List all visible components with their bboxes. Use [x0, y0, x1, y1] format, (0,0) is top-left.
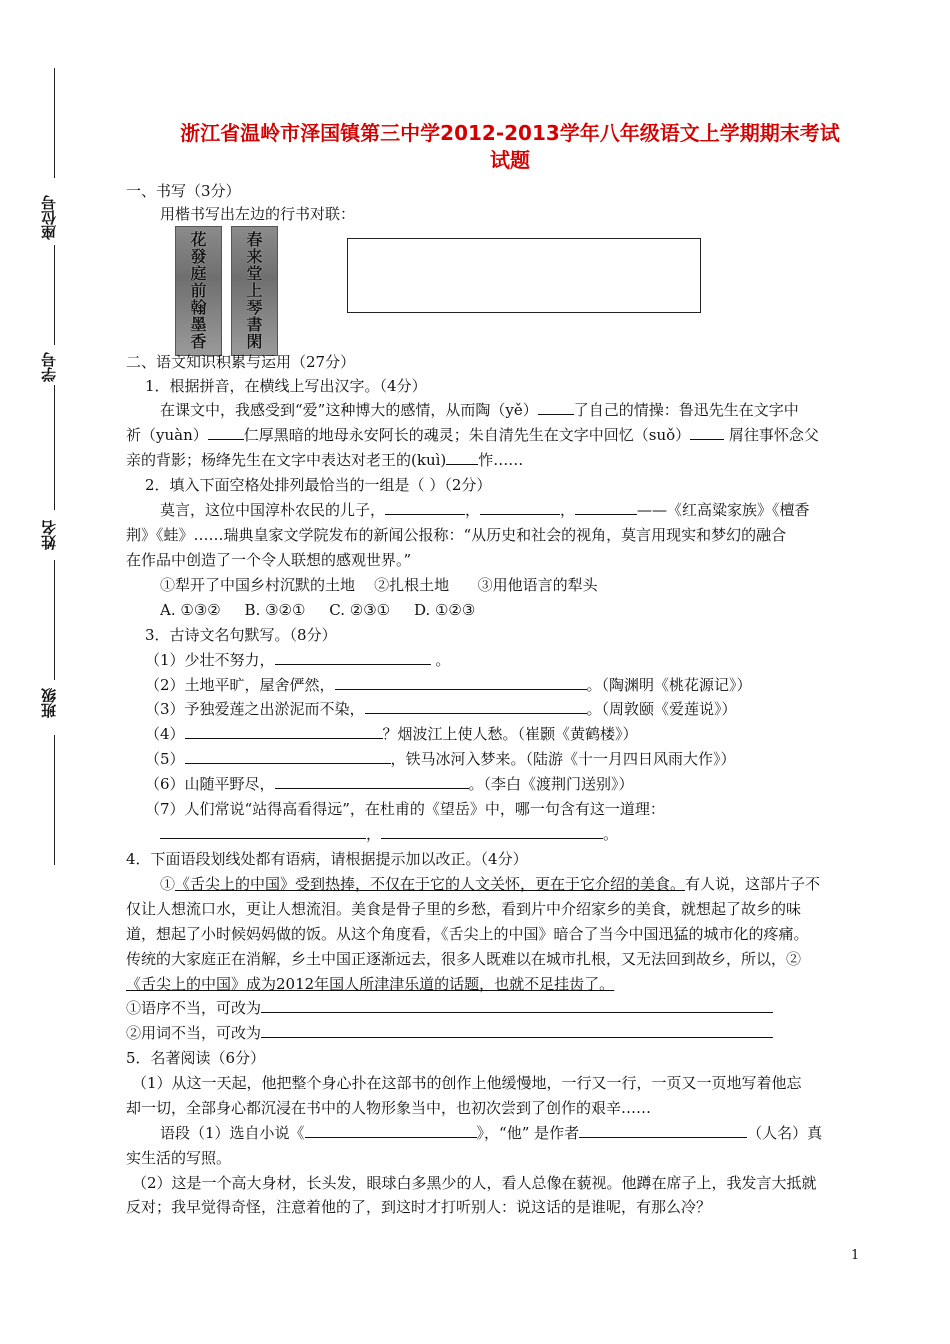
text: 。: [430, 651, 451, 669]
text: （4）: [145, 725, 185, 743]
couplet-char: 琴: [246, 298, 263, 318]
blank-field[interactable]: [275, 774, 469, 789]
q4-para-4: 传统的大家庭正在消解，乡土中国正逐渐远去，很多人既难以在城市扎根，又无法回到故乡，所以，②: [126, 950, 802, 968]
q4-stem: 4．下面语段划线处都有语病，请根据提示加以改正。（4分）: [126, 850, 528, 868]
q2-options: ①犁开了中国乡村沉默的土地 ②扎根土地 ③用他语言的犁头: [160, 576, 598, 594]
text: ，: [366, 825, 382, 843]
section-2-heading: 二、语文知识积累与运用（27分）: [126, 353, 356, 371]
couplet-char: 庭: [190, 263, 207, 283]
q3-item-3: [145, 699, 737, 719]
text: 有人说，这部片子不: [685, 875, 821, 893]
sidebar-line: [54, 560, 55, 680]
q4-para-1: [160, 874, 820, 894]
q5-para-5: （2）这是一个高大身材，长头发，眼球白多黑少的人，看人总像在藐视。他蹲在席子上，我发言大抵就: [132, 1174, 817, 1192]
page-title: [130, 120, 890, 174]
q2-line-2: 荆》《蛙》……瑞典皇家文学院发布的新闻公报称：“从历史和社会的视角，莫言用现实和梦幻的融合: [126, 526, 787, 544]
blank-field[interactable]: [208, 425, 244, 440]
text: （5）: [145, 750, 185, 768]
text: 。: [603, 825, 619, 843]
blank-field[interactable]: [335, 675, 587, 690]
q2-choices: A. ①③② B. ③②① C. ②③① D. ①②③: [160, 601, 476, 619]
couplet-char: 前: [190, 280, 207, 300]
couplet-answer-box[interactable]: [347, 238, 701, 313]
q4-answer-2: [126, 1023, 773, 1043]
couplet-char: 香: [190, 332, 207, 352]
text: ？烟波江上使人愁。（崔颢《黄鹤楼》）: [382, 725, 638, 743]
answer-field[interactable]: [261, 1023, 773, 1038]
title-line-1: 浙江省温岭市泽国镇第三中学2012-2013学年八年级语文上学期期末考试: [180, 121, 840, 145]
q1-line-3: [126, 450, 523, 470]
q1-stem: 1．根据拼音，在横线上写出汉字。（4分）: [145, 377, 427, 395]
text: ②用词不当，可改为: [126, 1024, 262, 1042]
text: ，铁马冰河入梦来。（陆游《十一月四日风雨大作》）: [390, 750, 736, 768]
class-label: 班级: [40, 688, 58, 718]
title-line-2: 试题: [490, 148, 530, 172]
q3-item-5: [145, 749, 736, 769]
text: 屑往事怀念父: [724, 426, 819, 444]
blank-field[interactable]: [690, 425, 724, 440]
couplet-scroll-right: [231, 226, 278, 356]
q5-para-1: （1）从这一天起，他把整个身心扑在这部书的创作上他缓慢地，一行又一行，一页又一页地写着他忘: [132, 1074, 802, 1092]
author-field[interactable]: [579, 1123, 747, 1138]
couplet-char: 花: [190, 229, 207, 249]
text: 语段（1）选自小说《: [160, 1124, 305, 1142]
couplet-char: 春: [246, 229, 263, 249]
seat-number-label: 座位号: [40, 195, 58, 240]
text: ①: [160, 875, 176, 893]
q5-para-3: [160, 1123, 822, 1143]
blank-field[interactable]: [160, 824, 366, 839]
book-title-field[interactable]: [305, 1123, 477, 1138]
text: 怍……: [478, 451, 524, 469]
section-1-instruction: 用楷书写出左边的行书对联：: [160, 205, 356, 223]
text: ①语序不当，可改为: [126, 999, 262, 1017]
q4-answer-1: [126, 998, 773, 1018]
q1-line-1: [160, 400, 799, 420]
couplet-char: 墨: [190, 315, 207, 335]
couplet-scroll-left: [175, 226, 222, 356]
text: （2）土地平旷，屋舍俨然，: [145, 676, 335, 694]
sidebar-line: [54, 245, 55, 345]
q1-line-2: [126, 425, 819, 445]
q3-item-2: [145, 675, 752, 695]
blank-field[interactable]: [446, 450, 478, 465]
student-number-label: 学号: [40, 352, 58, 382]
text: 祈（yuàn）: [126, 426, 208, 444]
underlined-sentence-1: 《舌尖上的中国》受到热捧，不仅在于它的人文关怀，更在于它介绍的美食。: [175, 875, 686, 893]
text: 亲的背影；杨绛先生在文字中表达对老王的(kuì): [126, 451, 447, 469]
q2-line-3: 在作品中创造了一个令人联想的感观世界。”: [126, 551, 412, 569]
blank-field[interactable]: [575, 500, 637, 515]
q3-item-7-answer: [160, 824, 618, 844]
text: 。（李白《渡荆门送别》）: [468, 775, 634, 793]
text: 仁厚黑暗的地母永安阿长的魂灵；朱自清先生在文字中回忆（suǒ）: [243, 426, 691, 444]
text: ——《红高粱家族》《檀香: [637, 501, 810, 519]
couplet-char: 閑: [246, 332, 263, 352]
name-label: 姓名: [40, 520, 58, 550]
couplet-char: 翰: [190, 298, 207, 318]
q5-para-4: 实生活的写照。: [126, 1149, 232, 1167]
q2-stem: 2．填入下面空格处排列最恰当的一组是（ ）（2分）: [145, 476, 492, 494]
text: ，: [465, 501, 481, 519]
text: 莫言，这位中国淳朴农民的儿子，: [160, 501, 386, 519]
answer-field[interactable]: [261, 998, 773, 1013]
blank-field[interactable]: [385, 500, 465, 515]
q4-para-2: 仅让人想流口水，更让人想流泪。美食是骨子里的乡愁，看到片中介绍家乡的美食，就想起了故乡的味: [126, 900, 802, 918]
sidebar-line: [54, 735, 55, 865]
sidebar-line: [54, 385, 55, 510]
q3-item-7: （7）人们常说“站得高看得远”，在杜甫的《望岳》中，哪一句含有这一道理：: [145, 800, 665, 818]
couplet-char: 来: [246, 246, 263, 266]
underlined-sentence-2: 《舌尖上的中国》成为2012年国人所津津乐道的话题，也就不足挂齿了。: [126, 975, 615, 993]
text: （3）予独爱莲之出淤泥而不染，: [145, 700, 365, 718]
q3-item-1: [145, 650, 450, 670]
blank-field[interactable]: [480, 500, 560, 515]
q5-para-6: 反对；我早觉得奇怪，注意着他的了，到这时才打听别人：说这话的是谁呢，有那么冷？: [126, 1198, 712, 1216]
q3-item-6: [145, 774, 634, 794]
blank-field[interactable]: [365, 699, 587, 714]
page-number: 1: [851, 1248, 860, 1263]
text: 》，“他” 是作者: [476, 1124, 580, 1142]
q5-para-2: 却一切，全部身心都沉浸在书中的人物形象当中，也初次尝到了创作的艰辛……: [126, 1099, 652, 1117]
q3-stem: 3．古诗文名句默写。（8分）: [145, 626, 337, 644]
blank-field[interactable]: [538, 400, 574, 415]
text: 。（周敦颐《爱莲说》）: [586, 700, 737, 718]
blank-field[interactable]: [275, 650, 431, 665]
q5-stem: 5．名著阅读（6分）: [126, 1049, 266, 1067]
text: （1）少壮不努力，: [145, 651, 275, 669]
couplet-char: 上: [246, 280, 263, 300]
blank-field[interactable]: [381, 824, 603, 839]
q4-para-3: 道，想起了小时候妈妈做的饭。从这个角度看，《舌尖上的中国》暗合了当今中国迅猛的城市化的疼痛。: [126, 925, 809, 943]
couplet-char: 發: [190, 246, 207, 266]
text: （6）山随平野尽，: [145, 775, 275, 793]
text: 了自己的情操：鲁迅先生在文字中: [573, 401, 799, 419]
blank-field[interactable]: [185, 749, 391, 764]
text: 。（陶渊明《桃花源记》）: [586, 676, 752, 694]
q3-item-4: [145, 724, 638, 744]
section-1-heading: 一、书写（3分）: [126, 182, 241, 200]
sidebar-line: [54, 68, 55, 178]
blank-field[interactable]: [185, 724, 383, 739]
couplet-char: 堂: [246, 263, 263, 283]
q4-para-5: [126, 974, 614, 994]
q2-line-1: [160, 500, 810, 520]
couplet-char: 書: [246, 315, 263, 335]
text: ，: [560, 501, 576, 519]
text: （人名）真: [747, 1124, 823, 1142]
text: 在课文中，我感受到“爱”这种博大的感情，从而陶（yě）: [160, 401, 538, 419]
